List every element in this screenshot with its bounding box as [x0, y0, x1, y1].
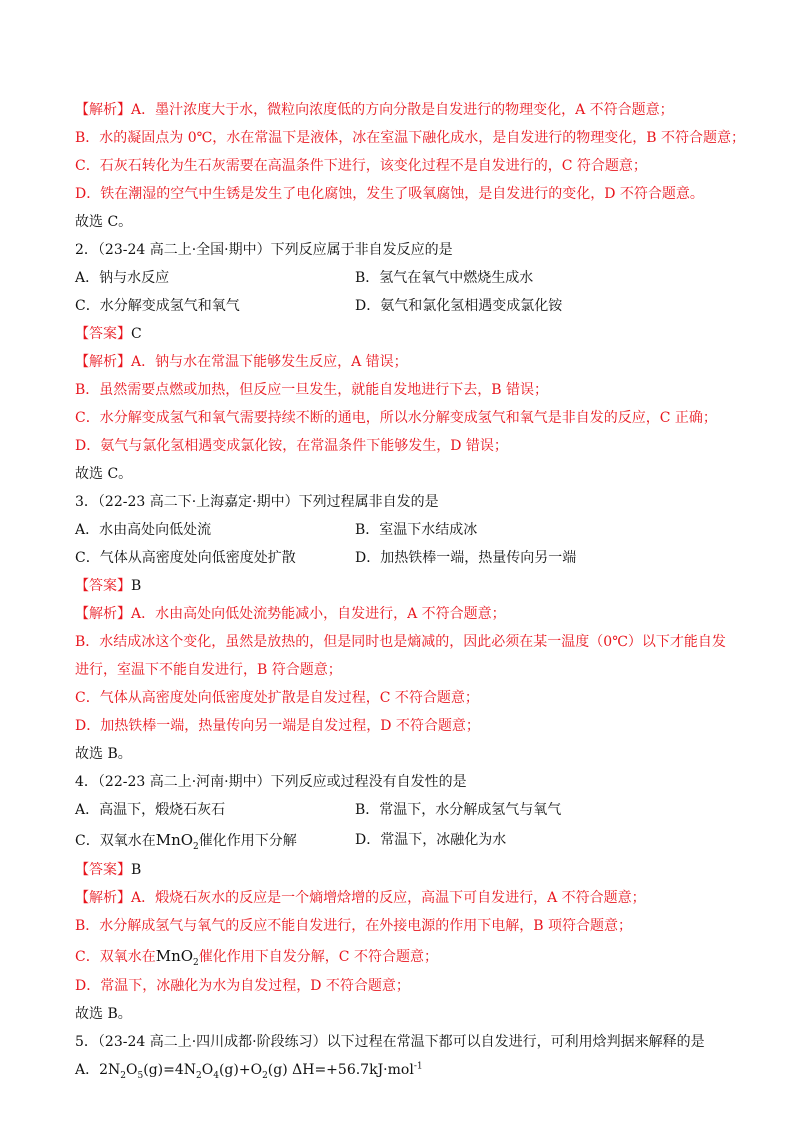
q4-option-d: D．常温下，冰融化为水 [355, 832, 507, 848]
q4-option-c: C．双氧水在MnO$_2$催化作用下分解 [75, 831, 297, 852]
q4-analysis-a: 【解析】A．煅烧石灰水的反应是一个熵增焓增的反应，高温下可自发进行，A 不符合题意； [75, 890, 646, 906]
q2-conclusion: 故选 C。 [75, 466, 133, 482]
q3-options-row2 [75, 548, 745, 568]
q3-option-a: A．水由高处向低处流 [75, 522, 212, 538]
q3-answer: 【答案】B [75, 578, 142, 594]
q4-option-b: B．常温下，水分解成氢气与氧气 [355, 802, 562, 818]
q1-analysis-c: C．石灰石转化为生石灰需要在高温条件下进行，该变化过程不是自发进行的，C 符合题意； [75, 158, 647, 174]
q4-options-row2 [75, 830, 745, 850]
q1-analysis-b: B．水的凝固点为 0℃，水在常温下是液体，冰在室温下融化成水，是自发进行的物理变化，B 不符合题意； [75, 130, 746, 146]
q3-conclusion: 故选 B。 [75, 746, 132, 762]
q3-analysis-a: 【解析】A．水由高处向低处流势能减小，自发进行，A 不符合题意； [75, 606, 506, 622]
q2-option-d: D．氨气和氯化氢相遇变成氯化铵 [355, 298, 563, 314]
q5-option-a: A．$2N_2O_5(g)=4N_2O_4(g)+O_2(g)$ ΔH=+56.7kJ·mol$^{-1}$ [75, 1061, 423, 1081]
q4-option-a: A．高温下，煅烧石灰石 [75, 802, 226, 818]
q2-stem: 2．（23-24 高二上·全国·期中）下列反应属于非自发反应的是 [75, 242, 453, 258]
q3-analysis-b1: B．水结成冰这个变化，虽然是放热的，但是同时也是熵减的，因此必须在某一温度（0℃）以下才能自发 [75, 634, 726, 650]
q1-conclusion: 故选 C。 [75, 214, 133, 230]
q3-options-row1 [75, 520, 745, 540]
q2-answer: 【答案】C [75, 326, 142, 342]
q4-answer: 【答案】B [75, 862, 142, 878]
q3-analysis-b2: 进行，室温下不能自发进行，B 符合题意； [75, 662, 342, 678]
q4-analysis-d: D．常温下，冰融化为水为自发过程，D 不符合题意； [75, 978, 410, 994]
q1-analysis-d: D．铁在潮湿的空气中生锈是发生了电化腐蚀，发生了吸氧腐蚀，是自发进行的变化，D 不符合题意。 [75, 186, 704, 202]
q1-analysis-a: 【解析】A．墨汁浓度大于水，微粒向浓度低的方向分散是自发进行的物理变化，A 不符合题意； [75, 102, 674, 118]
q2-option-a: A．钠与水反应 [75, 270, 170, 286]
q2-option-c: C．水分解变成氢气和氧气 [75, 298, 240, 314]
q3-analysis-c: C．气体从高密度处向低密度处扩散是自发过程，C 不符合题意； [75, 690, 479, 706]
analysis-label: 【解析】 [75, 102, 131, 118]
q2-analysis-a: 【解析】A．钠与水在常温下能够发生反应，A 错误； [75, 354, 408, 370]
q5-stem: 5．（23-24 高二上·四川成都·阶段练习）以下过程在常温下都可以自发进行，可利用焓判据来解释的是 [75, 1034, 705, 1050]
q2-options-row2 [75, 296, 745, 316]
q4-options-row1 [75, 800, 745, 820]
q3-stem: 3．（22-23 高二下·上海嘉定·期中）下列过程属非自发的是 [75, 494, 439, 510]
q3-option-d: D．加热铁棒一端，热量传向另一端 [355, 550, 577, 566]
q4-analysis-c: C．双氧水在MnO$_2$催化作用下自发分解，C 不符合题意； [75, 947, 438, 968]
q4-stem: 4．（22-23 高二上·河南·期中）下列反应或过程没有自发性的是 [75, 774, 467, 790]
q2-analysis-b: B．虽然需要点燃或加热，但反应一旦发生，就能自发地进行下去，B 错误； [75, 382, 549, 398]
q2-options-row1 [75, 268, 745, 288]
q3-option-b: B．室温下水结成冰 [355, 522, 478, 538]
q2-analysis-d: D．氨气与氯化氢相遇变成氯化铵，在常温条件下能够发生，D 错误； [75, 438, 508, 454]
q4-analysis-b: B．水分解成氢气与氧气的反应不能自发进行，在外接电源的作用下电解，B 项符合题意； [75, 918, 633, 934]
q2-option-b: B．氢气在氧气中燃烧生成水 [355, 270, 534, 286]
q4-conclusion: 故选 B。 [75, 1006, 132, 1022]
q2-analysis-c: C．水分解变成氢气和氧气需要持续不断的通电，所以水分解变成氢气和氧气是非自发的反应，C 正确； [75, 410, 717, 426]
q3-option-c: C．气体从高密度处向低密度处扩散 [75, 550, 296, 566]
q3-analysis-d: D．加热铁棒一端，热量传向另一端是自发过程，D 不符合题意； [75, 718, 480, 734]
